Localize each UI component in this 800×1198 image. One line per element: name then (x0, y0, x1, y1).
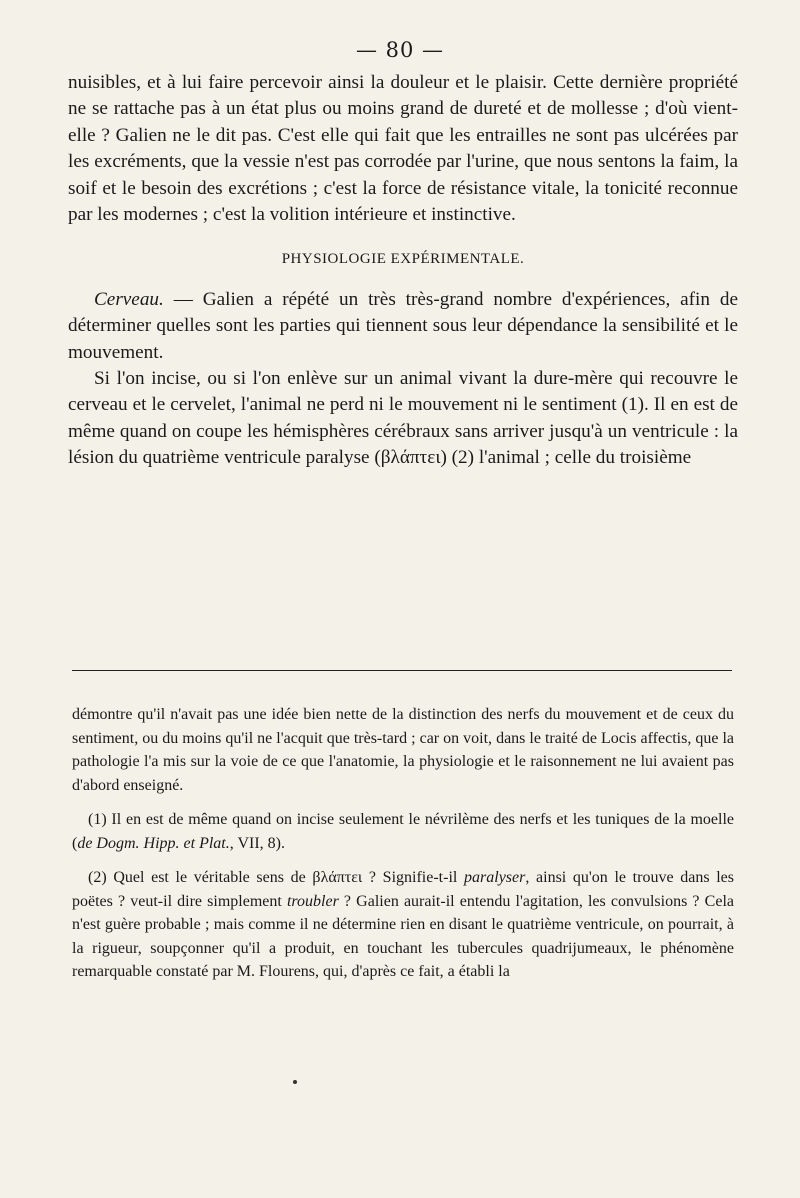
footnote-1-text-a: (1) Il en est de même quand on incise seulement le névrilème des nerfs et les tuniques de la moelle ( (72, 811, 734, 852)
footnote-1-reference: de Dogm. Hipp. et Plat. (77, 834, 230, 852)
footnote-2-italic-2: troubler (286, 892, 339, 910)
paragraph-3 (68, 366, 738, 472)
footnote-2-text-b: ? Signifie-t-il (362, 869, 465, 886)
footnote-2-text-c: , ainsi qu'on le trouve dans les poëtes ? veut-il dire simplement (72, 869, 735, 910)
section-title: PHYSIOLOGIE EXPÉRIMENTALE. (281, 251, 525, 268)
footnote-2-greek: βλάπτει (312, 869, 363, 886)
footnotes (72, 703, 734, 984)
page-number: — 80 — (355, 38, 445, 62)
paragraph-1: nuisibles, et à lui faire percevoir ainsi la douleur et le plaisir. Cette dernière propriété ne se rattache pas à un état plus ou moins grand de dureté et de mollesse ; d'où vient-elle ? Galien ne le dit pas. C'est elle qui fait que les entrailles ne sont pas ulcérées par les excréments, que la vessie n'est pas corrodée par l'urine, que nous sentons la faim, la soif et le besoin des excrétions ; c'est la force de résistance vitale, la tonicité reconnue par les modernes ; c'est la volition intérieure et instinctive. (68, 72, 738, 226)
paragraph-3-text-a: Si l'on incise, ou si l'on enlève sur un animal vivant la dure-mère qui recouvre le cerveau et le cervelet, l'animal ne perd ni le mouvement ni le sentiment (1). Il en est de même quand on coupe les hémisphères cérébraux sans arriver jusqu'à un ventricule : la lésion du quatrième ventricule paralyse (68, 368, 738, 469)
footnote-1-text-b: , VII, 8). (229, 834, 285, 852)
footnote-2-text-d: ? Galien aurait-il entendu l'agitation, les convulsions ? Cela n'est guère probable ; mais comme il ne détermine rien en disant le quatrième ventricule, on pourrait, à la rigueur, soupçonner qu'il a produit, en touchant les tubercules quadrijumeaux, le phénomène remarquable constaté par M. Flourens, qui, d'après ce fait, a établi la (72, 892, 734, 980)
paragraph-2-lead: Cerveau. (94, 288, 164, 310)
footnote-2-italic-1: paralyser (464, 869, 526, 886)
main-text (68, 70, 738, 472)
paragraph-2-text: — Galien a répété un très très-grand nombre d'expériences, afin de déterminer quelles sont les parties qui tiennent sous leur dépendance la sensibilité et le mouvement. (68, 288, 738, 363)
footnote-2-text-a: (2) Quel est le véritable sens de (88, 869, 313, 886)
footnote-1 (72, 808, 734, 855)
printer-mark (293, 1080, 297, 1084)
footnote-rule (72, 670, 732, 671)
footnote-2 (72, 866, 734, 984)
paragraph-3-greek: (βλάπτει) (374, 447, 447, 469)
paragraph-3-text-b: (2) l'animal ; celle du troisième (446, 447, 692, 469)
footnote-continuation: démontre qu'il n'avait pas une idée bien nette de la distinction des nerfs du mouvement et de ceux du sentiment, ou du moins qu'il ne l'acquit que très-tard ; car on voit, dans le traité de Locis affectis, que la pathologie l'a mis sur la voie de ce que l'anatomie, la physiologie et le raisonnement ne lui avaient pas d'abord enseigné. (72, 706, 734, 794)
paragraph-2 (68, 287, 738, 366)
